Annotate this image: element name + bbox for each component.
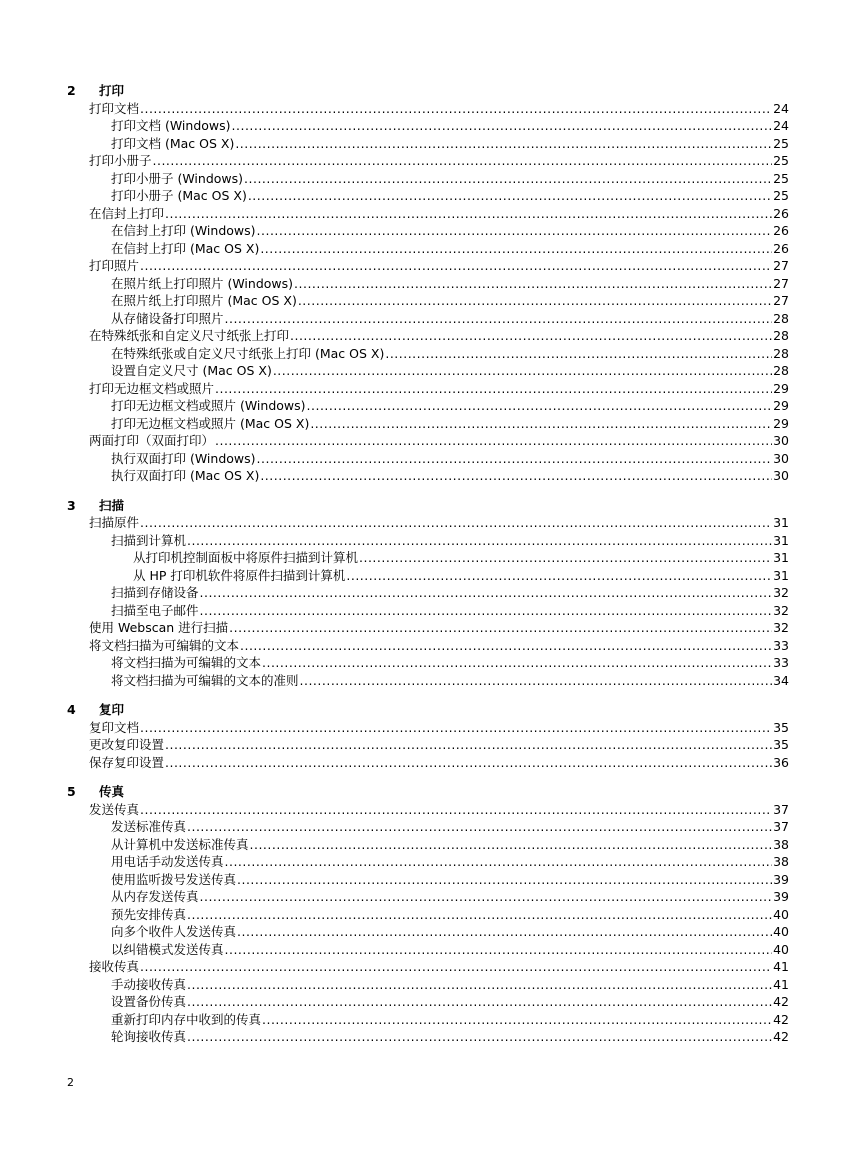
toc-entry-page: 35	[773, 737, 789, 752]
toc-entry[interactable]	[67, 362, 789, 380]
toc-entry-page: 29	[773, 415, 789, 431]
toc-entry-title: 向多个收件人发送传真	[111, 924, 237, 939]
toc-entry-page: 27	[773, 258, 789, 273]
dot-leader	[200, 584, 773, 602]
toc-entry-title: 复印文档	[89, 719, 140, 735]
toc-entry-page: 32	[773, 620, 789, 635]
toc-entry[interactable]	[67, 205, 789, 223]
toc-entry-title: 打印无边框文档或照片 (Windows)	[111, 398, 306, 413]
dot-leader	[187, 818, 772, 836]
toc-entry-title: 从内存发送传真	[111, 889, 199, 904]
toc-entry-title: 用电话手动发送传真	[111, 854, 224, 869]
chapter-number: 2	[67, 83, 76, 98]
dot-leader	[225, 853, 773, 871]
toc-entry-title: 执行双面打印 (Windows)	[111, 450, 256, 466]
dot-leader	[140, 100, 772, 118]
toc-entry[interactable]	[67, 836, 789, 854]
toc-entry-page: 42	[773, 994, 789, 1009]
toc-entry[interactable]	[67, 532, 789, 550]
dot-leader	[225, 941, 773, 959]
toc-entry[interactable]	[67, 976, 789, 994]
toc-entry[interactable]	[67, 514, 789, 532]
toc-entry-page: 40	[773, 924, 789, 939]
toc-entry-title: 在照片纸上打印照片 (Mac OS X)	[111, 293, 297, 308]
dot-leader	[215, 380, 772, 398]
toc-entry-title: 保存复印设置	[89, 754, 165, 770]
toc-entry-page: 40	[773, 941, 789, 957]
toc-entry[interactable]	[67, 257, 789, 275]
dot-leader	[187, 906, 772, 924]
toc-entry-page: 25	[773, 135, 789, 151]
dot-leader	[262, 1011, 772, 1029]
toc-entry-title: 扫描原件	[89, 515, 140, 530]
toc-entry-title: 两面打印（双面打印）	[89, 433, 215, 448]
toc-entry-page: 34	[773, 672, 789, 688]
toc-entry-title: 轮询接收传真	[111, 1029, 187, 1044]
dot-leader	[310, 415, 772, 433]
chapter-heading	[67, 783, 789, 801]
toc-entry[interactable]	[67, 719, 789, 737]
toc-entry[interactable]	[67, 654, 789, 672]
toc-entry-page: 41	[773, 976, 789, 992]
toc-entry[interactable]	[67, 567, 789, 585]
dot-leader	[237, 871, 772, 889]
toc-entry-page: 29	[773, 398, 789, 413]
chapter-section	[67, 701, 789, 771]
dot-leader	[385, 345, 772, 363]
chapter-number: 4	[67, 702, 76, 717]
dot-leader	[250, 836, 773, 854]
toc-entry[interactable]	[67, 958, 789, 976]
toc-entry[interactable]	[67, 619, 789, 637]
toc-entry-title: 打印无边框文档或照片 (Mac OS X)	[111, 415, 310, 431]
toc-entry-title: 打印照片	[89, 258, 140, 273]
toc-entry-page: 35	[773, 719, 789, 735]
toc-entry[interactable]	[67, 117, 789, 135]
toc-entry[interactable]	[67, 941, 789, 959]
toc-entry[interactable]	[67, 240, 789, 258]
dot-leader	[257, 222, 773, 240]
toc-entry-page: 29	[773, 380, 789, 396]
toc-entry-page: 31	[773, 550, 789, 565]
dot-leader	[165, 754, 772, 772]
toc-entry-title: 执行双面打印 (Mac OS X)	[111, 468, 260, 483]
toc-entry-title: 预先安排传真	[111, 906, 187, 922]
dot-leader	[200, 602, 773, 620]
toc-entry-page: 25	[773, 170, 789, 186]
toc-entry-page: 33	[773, 655, 789, 670]
toc-entry[interactable]	[67, 170, 789, 188]
toc-entry-title: 在特殊纸张或自定义尺寸纸张上打印 (Mac OS X)	[111, 345, 385, 361]
chapter-number: 3	[67, 497, 76, 513]
chapter-heading	[67, 82, 789, 100]
chapter-heading	[67, 497, 789, 515]
toc-entry[interactable]	[67, 672, 789, 690]
toc-entry[interactable]	[67, 467, 789, 485]
toc-entry-title: 打印小册子 (Windows)	[111, 170, 244, 186]
dot-leader	[187, 532, 772, 550]
toc-entry[interactable]	[67, 637, 789, 655]
dot-leader	[240, 637, 772, 655]
toc-entry-title: 将文档扫描为可编辑的文本的准则	[111, 672, 299, 688]
toc-entry[interactable]	[67, 888, 789, 906]
toc-entry-title: 打印无边框文档或照片	[89, 380, 215, 396]
toc-entry-title: 重新打印内存中收到的传真	[111, 1011, 262, 1027]
toc-entry[interactable]	[67, 222, 789, 240]
toc-entry-page: 28	[773, 345, 789, 361]
dot-leader	[244, 170, 772, 188]
toc-entry-page: 42	[773, 1029, 789, 1044]
dot-leader	[300, 672, 773, 690]
dot-leader	[260, 467, 772, 485]
toc-entry-page: 30	[773, 433, 789, 448]
toc-entry[interactable]	[67, 549, 789, 567]
toc-entry[interactable]	[67, 310, 789, 328]
toc-entry[interactable]	[67, 152, 789, 170]
toc-entry-title: 扫描到计算机	[111, 532, 187, 548]
toc-entry-title: 扫描至电子邮件	[111, 602, 199, 618]
toc-entry-title: 接收传真	[89, 959, 140, 974]
toc-entry-page: 38	[773, 854, 789, 869]
dot-leader	[165, 205, 772, 223]
table-of-contents	[67, 82, 789, 1058]
dot-leader	[235, 135, 772, 153]
toc-entry[interactable]	[67, 584, 789, 602]
dot-leader	[290, 327, 772, 345]
dot-leader	[140, 958, 772, 976]
toc-entry[interactable]	[67, 801, 789, 819]
toc-entry-page: 32	[773, 585, 789, 600]
dot-leader	[140, 719, 772, 737]
toc-entry-title: 将文档扫描为可编辑的文本	[89, 637, 240, 653]
toc-entry-title: 使用 Webscan 进行扫描	[89, 620, 229, 635]
dot-leader	[229, 619, 772, 637]
toc-entry-page: 25	[773, 188, 789, 203]
toc-entry-title: 扫描到存储设备	[111, 585, 199, 600]
dot-leader	[200, 888, 773, 906]
toc-entry-title: 打印小册子 (Mac OS X)	[111, 188, 247, 203]
toc-entry-page: 27	[773, 275, 789, 291]
dot-leader	[273, 362, 772, 380]
chapter-heading	[67, 701, 789, 719]
toc-entry-title: 更改复印设置	[89, 737, 165, 752]
toc-entry[interactable]	[67, 736, 789, 754]
dot-leader	[140, 257, 772, 275]
chapter-title: 扫描	[99, 497, 125, 513]
toc-entry[interactable]	[67, 754, 789, 772]
toc-entry[interactable]	[67, 906, 789, 924]
dot-leader	[294, 275, 772, 293]
toc-entry-title: 从打印机控制面板中将原件扫描到计算机	[133, 550, 359, 565]
toc-entry-page: 31	[773, 532, 789, 548]
toc-entry-title: 发送传真	[89, 801, 140, 817]
toc-entry[interactable]	[67, 275, 789, 293]
toc-entry-title: 在信封上打印	[89, 205, 165, 221]
toc-entry[interactable]	[67, 380, 789, 398]
toc-entry-page: 28	[773, 363, 789, 378]
dot-leader	[307, 397, 773, 415]
toc-entry-page: 30	[773, 450, 789, 466]
toc-entry[interactable]	[67, 345, 789, 363]
dot-leader	[232, 117, 773, 135]
toc-entry[interactable]	[67, 818, 789, 836]
toc-entry-title: 打印小册子	[89, 153, 152, 168]
toc-entry-title: 设置自定义尺寸 (Mac OS X)	[111, 363, 272, 378]
dot-leader	[248, 187, 772, 205]
toc-entry-page: 39	[773, 889, 789, 904]
toc-entry-title: 打印文档 (Windows)	[111, 118, 231, 133]
toc-entry[interactable]	[67, 100, 789, 118]
toc-entry[interactable]	[67, 871, 789, 889]
toc-entry[interactable]	[67, 187, 789, 205]
toc-entry-title: 以纠错模式发送传真	[111, 941, 224, 957]
toc-entry-title: 打印文档 (Mac OS X)	[111, 135, 235, 151]
toc-entry-page: 25	[773, 153, 789, 168]
toc-entry-page: 32	[773, 602, 789, 618]
toc-entry-page: 27	[773, 293, 789, 308]
toc-entry-title: 使用监听拨号发送传真	[111, 871, 237, 887]
dot-leader	[140, 801, 772, 819]
chapter-title: 传真	[99, 784, 125, 799]
toc-entry[interactable]	[67, 135, 789, 153]
toc-entry-title: 发送标准传真	[111, 819, 187, 834]
dot-leader	[215, 432, 772, 450]
toc-entry-title: 从计算机中发送标准传真	[111, 836, 249, 852]
toc-entry-page: 26	[773, 205, 789, 221]
toc-entry-page: 28	[773, 328, 789, 343]
toc-entry[interactable]	[67, 415, 789, 433]
toc-entry-title: 在信封上打印 (Mac OS X)	[111, 240, 260, 256]
toc-entry[interactable]	[67, 602, 789, 620]
page-number: 2	[67, 1076, 74, 1089]
dot-leader	[257, 450, 773, 468]
toc-entry[interactable]	[67, 450, 789, 468]
dot-leader	[187, 993, 772, 1011]
toc-entry[interactable]	[67, 432, 789, 450]
toc-entry-page: 31	[773, 515, 789, 530]
toc-entry[interactable]	[67, 923, 789, 941]
toc-entry-title: 在照片纸上打印照片 (Windows)	[111, 275, 294, 291]
toc-entry-page: 40	[773, 906, 789, 922]
toc-entry-page: 26	[773, 240, 789, 256]
toc-entry-page: 24	[773, 100, 789, 116]
toc-entry-page: 38	[773, 836, 789, 852]
dot-leader	[359, 549, 772, 567]
chapter-section	[67, 783, 789, 1046]
toc-entry-title: 手动接收传真	[111, 976, 187, 992]
toc-entry-title: 打印文档	[89, 100, 140, 116]
toc-entry-page: 42	[773, 1011, 789, 1027]
toc-entry-page: 37	[773, 801, 789, 817]
dot-leader	[346, 567, 772, 585]
toc-entry-page: 26	[773, 223, 789, 238]
dot-leader	[187, 1028, 772, 1046]
toc-entry-page: 39	[773, 871, 789, 887]
toc-entry-page: 37	[773, 819, 789, 834]
toc-entry-title: 在特殊纸张和自定义尺寸纸张上打印	[89, 328, 290, 343]
chapter-section	[67, 82, 789, 485]
dot-leader	[225, 310, 773, 328]
toc-entry[interactable]	[67, 292, 789, 310]
toc-entry-page: 31	[773, 567, 789, 583]
toc-entry-page: 36	[773, 754, 789, 770]
toc-entry[interactable]	[67, 993, 789, 1011]
toc-entry-page: 41	[773, 959, 789, 974]
chapter-number: 5	[67, 784, 76, 799]
toc-entry[interactable]	[67, 1011, 789, 1029]
toc-entry-title: 将文档扫描为可编辑的文本	[111, 655, 262, 670]
dot-leader	[165, 736, 772, 754]
dot-leader	[140, 514, 772, 532]
dot-leader	[262, 654, 772, 672]
dot-leader	[153, 152, 773, 170]
dot-leader	[260, 240, 772, 258]
dot-leader	[187, 976, 772, 994]
toc-entry-title: 设置备份传真	[111, 994, 187, 1009]
toc-entry[interactable]	[67, 853, 789, 871]
chapter-title: 复印	[99, 702, 125, 717]
toc-entry-title: 在信封上打印 (Windows)	[111, 223, 256, 238]
chapter-title: 打印	[99, 83, 125, 98]
toc-entry-title: 从 HP 打印机软件将原件扫描到计算机	[133, 567, 346, 583]
toc-entry-page: 30	[773, 468, 789, 483]
toc-entry[interactable]	[67, 1028, 789, 1046]
toc-entry[interactable]	[67, 397, 789, 415]
chapter-section	[67, 497, 789, 690]
toc-entry-page: 28	[773, 310, 789, 326]
toc-entry[interactable]	[67, 327, 789, 345]
toc-entry-page: 24	[773, 118, 789, 133]
dot-leader	[298, 292, 772, 310]
toc-entry-page: 33	[773, 637, 789, 653]
toc-entry-title: 从存储设备打印照片	[111, 310, 224, 326]
dot-leader	[237, 923, 772, 941]
